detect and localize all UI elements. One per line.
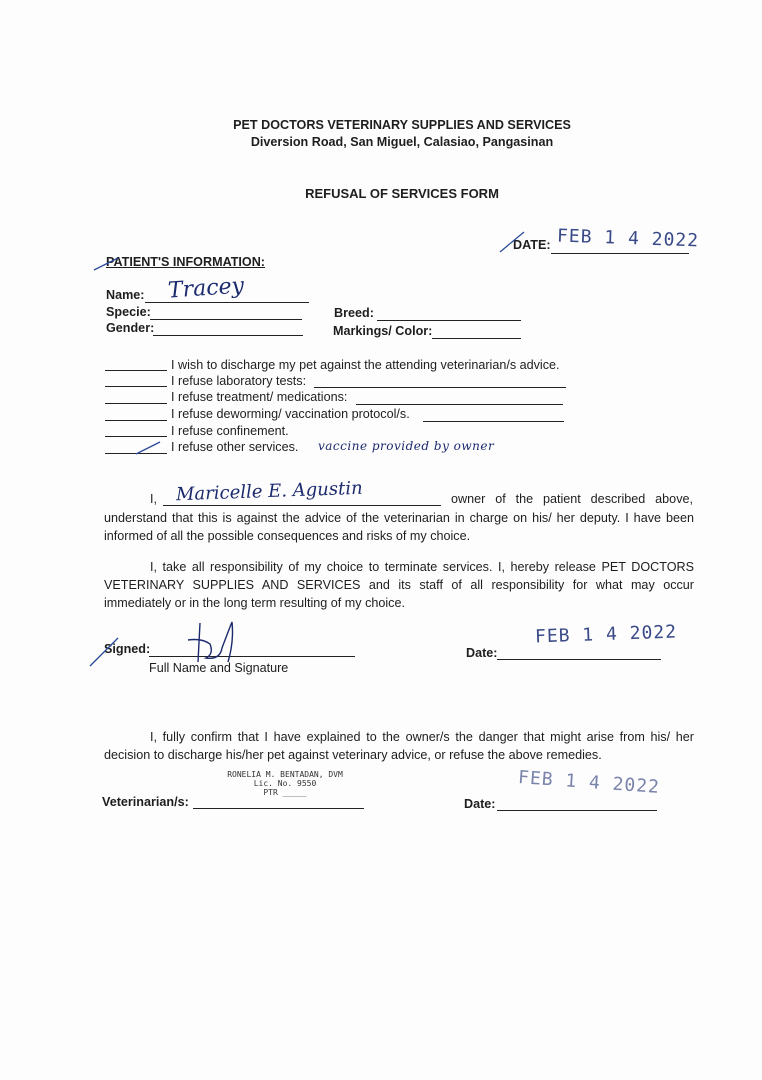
vet-date-label: Date: (464, 797, 496, 811)
option-blank[interactable] (105, 403, 167, 404)
pen-tick-mark (88, 636, 122, 668)
markings-label: Markings/ Color: (333, 324, 433, 338)
company-address: Diversion Road, San Miguel, Calasiao, Pangasinan (250, 135, 554, 149)
vet-stamp-ptr: PTR _____ (263, 788, 307, 797)
date-line-top (551, 253, 689, 254)
statement-paragraph-1: understand that this is against the advice of the veterinarian in charge on his/ her deputy. I have been informed of all the possible consequences and risks of my choice. (104, 511, 694, 543)
vet-date-line[interactable] (497, 810, 657, 811)
other-services-note: vaccine provided by owner (318, 439, 495, 453)
vet-statement: I, fully confirm that I have explained to the owner/s the danger that might arise from his/ her decision to discharge his/her pet against veterinary advice, or refuse the above remedies. (104, 730, 694, 762)
signed-date-line[interactable] (497, 659, 661, 660)
option-blank[interactable] (105, 436, 167, 437)
option-blank[interactable] (105, 420, 167, 421)
option-text: I refuse confinement. (171, 424, 289, 438)
option-detail-line[interactable] (356, 404, 563, 405)
pen-tick-mark (498, 228, 528, 254)
owner-name-handwritten: Maricelle E. Agustin (175, 477, 363, 506)
statement-p1-tail: owner of the patient described above, (451, 492, 693, 506)
signed-date-stamp: FEB 1 4 2022 (534, 621, 678, 648)
date-label-top: DATE: (513, 238, 551, 252)
specie-line[interactable] (150, 319, 302, 320)
vet-label: Veterinarian/s: (102, 795, 189, 809)
markings-line[interactable] (432, 338, 521, 339)
form-title: REFUSAL OF SERVICES FORM (305, 186, 499, 201)
option-detail-line[interactable] (423, 421, 564, 422)
breed-line[interactable] (377, 320, 521, 321)
option-detail-line[interactable] (314, 387, 566, 388)
breed-label: Breed: (334, 306, 374, 320)
patient-section-title: PATIENT'S INFORMATION: (106, 255, 266, 269)
signed-date-label: Date: (466, 646, 498, 660)
option-text: I wish to discharge my pet against the attending veterinarian/s advice. (171, 358, 560, 372)
signed-label: Signed: (104, 642, 151, 656)
checkmark-icon (134, 440, 164, 456)
option-text: I refuse laboratory tests: (171, 374, 307, 388)
option-blank[interactable] (105, 370, 167, 371)
date-stamp-top: FEB 1 4 2022 (556, 225, 700, 252)
vet-date-stamp: FEB 1 4 2022 (517, 767, 661, 798)
statement-i-label: I, (150, 492, 157, 506)
statement-paragraph-2: I, take all responsibility of my choice to terminate services. I, hereby release PET DOCTORS VETERINARY SUPPLIES AND SERVICES and its staff of all responsibility for what may occur immediately or in the long term resulting of my choice. (104, 560, 694, 610)
signature-caption: Full Name and Signature (149, 661, 289, 675)
signature-line[interactable] (149, 656, 355, 657)
owner-name-line[interactable] (163, 505, 441, 506)
vet-signature-line[interactable] (193, 808, 364, 809)
gender-label: Gender: (106, 321, 155, 335)
pen-tick-mark (92, 256, 122, 272)
option-text: I refuse other services. (171, 440, 299, 454)
vet-stamp (226, 770, 344, 797)
vet-stamp-name: RONELIA M. BENTADAN, DVM (227, 770, 343, 779)
option-text: I refuse deworming/ vaccination protocol/s. (171, 407, 410, 421)
name-label: Name: (106, 288, 145, 302)
option-blank[interactable] (105, 386, 167, 387)
option-text: I refuse treatment/ medications: (171, 390, 348, 404)
specie-label: Specie: (106, 305, 151, 319)
patient-name-handwritten: Tracey (167, 273, 245, 304)
vet-stamp-license: Lic. No. 9550 (253, 779, 317, 788)
gender-line[interactable] (153, 335, 303, 336)
company-name: PET DOCTORS VETERINARY SUPPLIES AND SERVICES (233, 118, 571, 132)
